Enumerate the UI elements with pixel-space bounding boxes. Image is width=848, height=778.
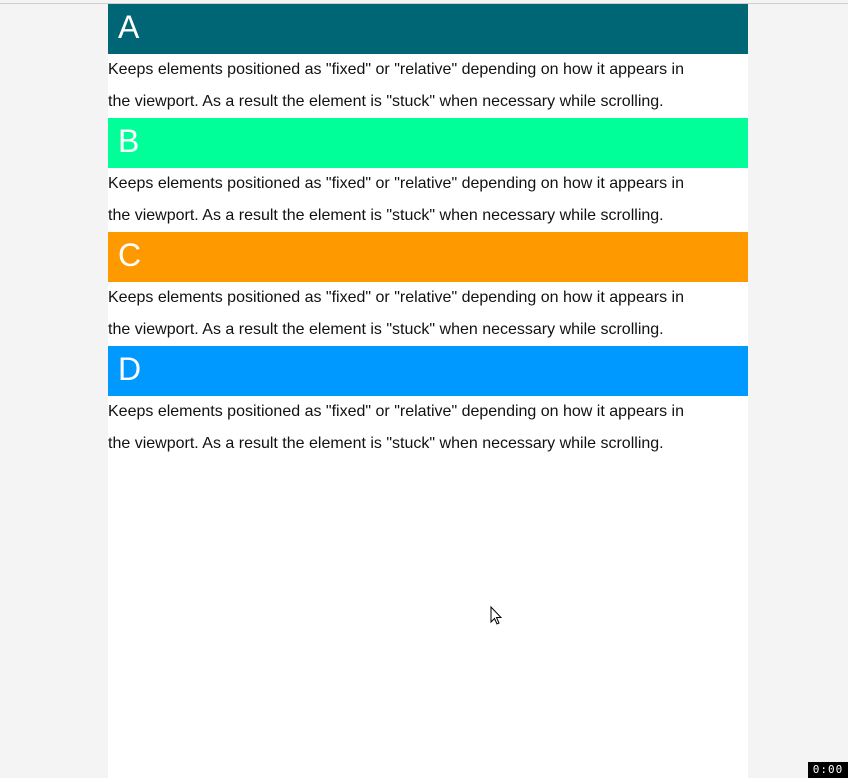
sticky-header-d: D xyxy=(108,346,748,396)
text-line: Keeps elements positioned as "fixed" or "relative" depending on how it appears in xyxy=(108,289,684,306)
section-b xyxy=(108,118,748,232)
text-line: the viewport. As a result the element is "stuck" when necessary while scrolling. xyxy=(108,207,664,224)
text-line: Keeps elements positioned as "fixed" or "relative" depending on how it appears in xyxy=(108,61,684,78)
text-line: the viewport. As a result the element is "stuck" when necessary while scrolling. xyxy=(108,435,664,452)
section-text-a xyxy=(108,54,748,118)
section-text-c xyxy=(108,282,748,346)
section-d xyxy=(108,346,748,460)
section-c xyxy=(108,232,748,346)
text-line: the viewport. As a result the element is "stuck" when necessary while scrolling. xyxy=(108,321,664,338)
text-line: Keeps elements positioned as "fixed" or "relative" depending on how it appears in xyxy=(108,175,684,192)
page-content xyxy=(108,4,748,778)
text-line: the viewport. As a result the element is "stuck" when necessary while scrolling. xyxy=(108,93,664,110)
section-a xyxy=(108,4,748,118)
sticky-header-b: B xyxy=(108,118,748,168)
section-text-d xyxy=(108,396,748,460)
text-line: Keeps elements positioned as "fixed" or "relative" depending on how it appears in xyxy=(108,403,684,420)
recording-timer: 0:00 xyxy=(808,762,848,778)
section-text-b xyxy=(108,168,748,232)
sticky-header-c: C xyxy=(108,232,748,282)
mouse-cursor-icon xyxy=(490,606,502,626)
sticky-header-a: A xyxy=(108,4,748,54)
